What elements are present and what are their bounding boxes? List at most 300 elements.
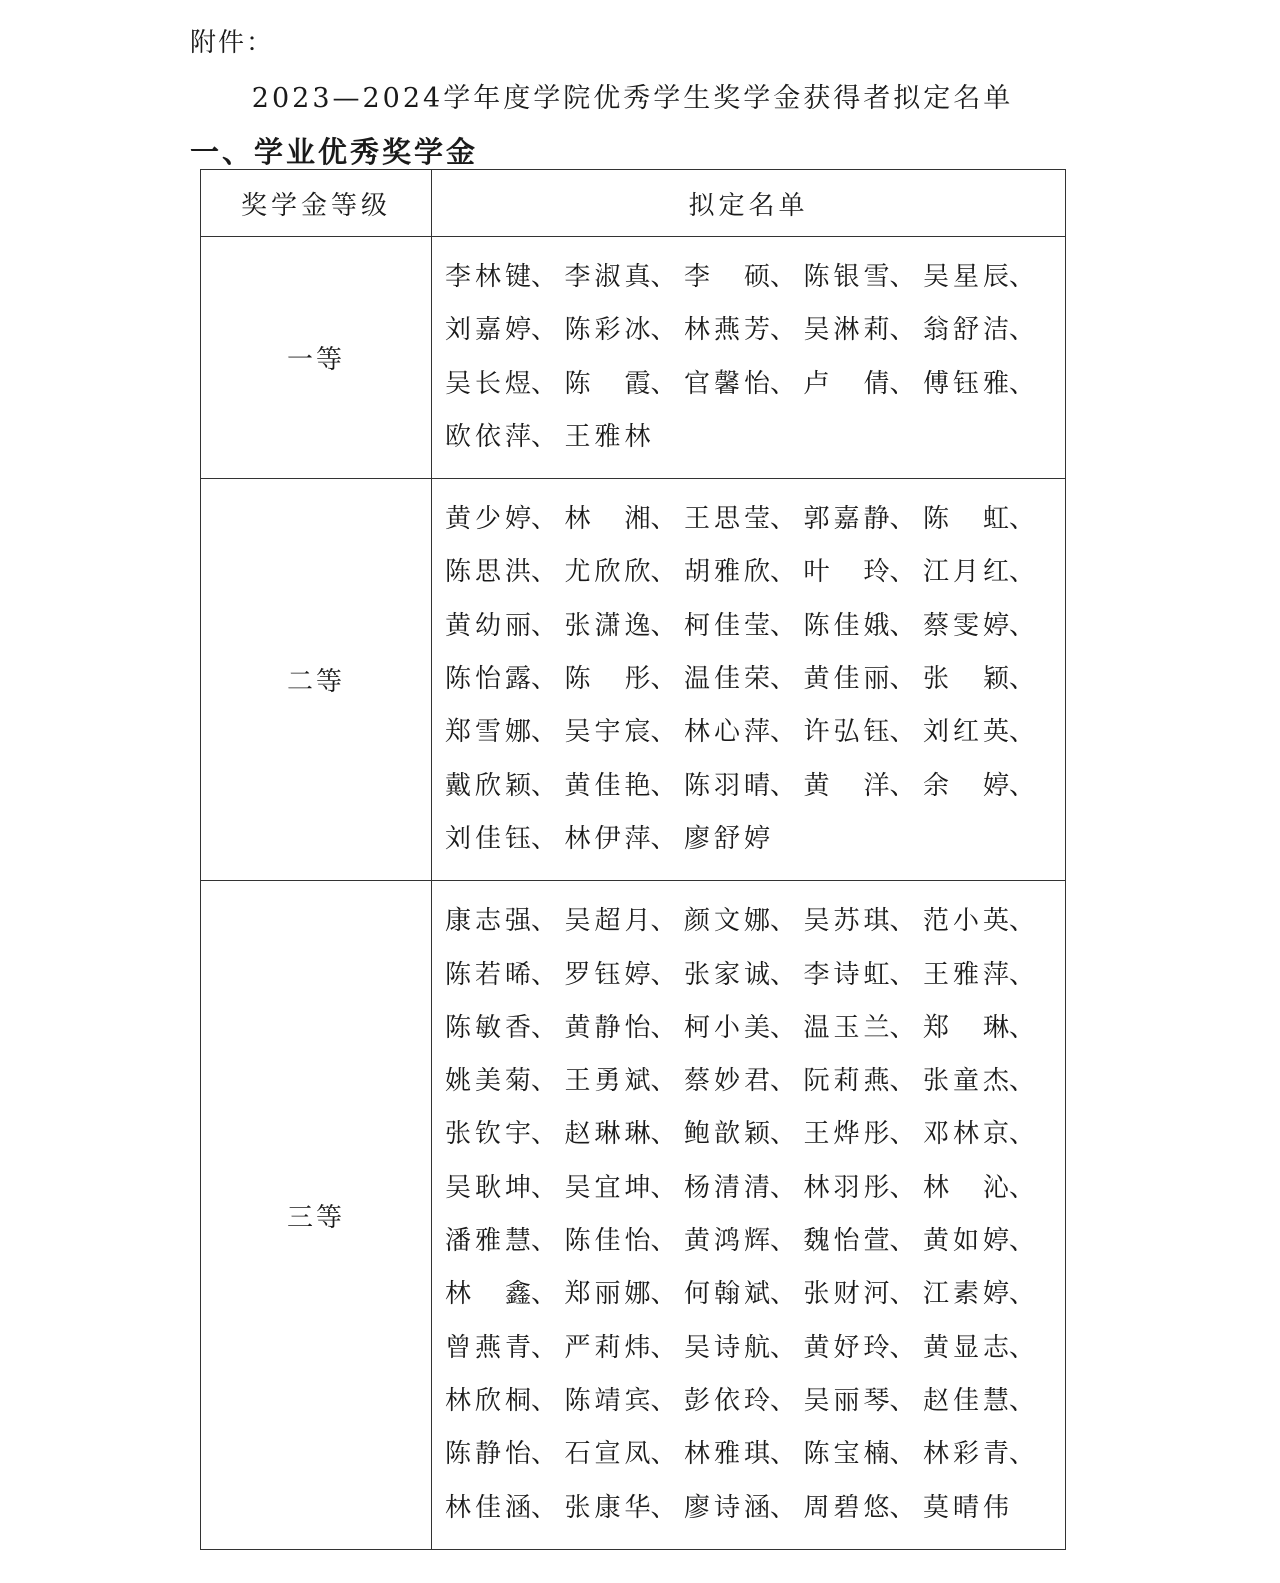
recipient-name bbox=[565, 949, 685, 1002]
recipient-name bbox=[684, 1215, 804, 1268]
recipient-name-text: 陈羽晴 bbox=[684, 770, 770, 801]
name-separator: 、 bbox=[1009, 906, 1036, 937]
recipient-name bbox=[565, 1482, 685, 1535]
recipient-name bbox=[565, 304, 685, 357]
recipient-name-text: 黄鸿辉 bbox=[684, 1226, 770, 1257]
recipient-name bbox=[445, 895, 565, 948]
recipient-name-text: 林雅琪 bbox=[684, 1439, 770, 1470]
name-separator: 、 bbox=[770, 1226, 797, 1257]
name-separator: 、 bbox=[770, 1279, 797, 1310]
name-separator: 、 bbox=[889, 1439, 916, 1470]
recipient-name bbox=[565, 1215, 685, 1268]
name-separator: 、 bbox=[650, 1119, 677, 1150]
recipient-name bbox=[684, 251, 804, 304]
recipient-name bbox=[565, 546, 685, 599]
name-separator: 、 bbox=[650, 262, 677, 292]
recipient-name bbox=[445, 760, 565, 813]
recipient-name-text: 陈 霞 bbox=[564, 368, 651, 399]
recipient-name-text: 陈彩冰 bbox=[564, 315, 651, 346]
recipient-name-text: 叶 玲 bbox=[803, 557, 890, 588]
name-separator: 、 bbox=[650, 557, 677, 588]
recipient-name-text: 张童杰 bbox=[923, 1066, 1009, 1097]
recipient-name-text: 石宣凤 bbox=[564, 1439, 651, 1470]
recipient-name-text: 陈若晞 bbox=[445, 959, 531, 990]
recipient-name-text: 吴淋莉 bbox=[803, 315, 890, 346]
name-separator: 、 bbox=[1009, 262, 1036, 292]
scholarship-table bbox=[200, 169, 1066, 1550]
attachment-label: 附件： bbox=[190, 28, 275, 58]
recipient-name bbox=[804, 1215, 924, 1268]
recipient-name-text: 黄静怡 bbox=[564, 1012, 651, 1043]
document-title: 2023—2024学年度学院优秀学生奖学金获得者拟定名单 bbox=[251, 83, 1014, 114]
name-separator: 、 bbox=[889, 315, 916, 346]
name-separator: 、 bbox=[889, 1385, 916, 1416]
recipient-name bbox=[445, 1055, 565, 1108]
recipient-name bbox=[565, 1002, 685, 1055]
recipient-name bbox=[923, 760, 1043, 813]
recipient-name-text: 尤欣欣 bbox=[564, 557, 651, 588]
recipient-name bbox=[804, 949, 924, 1002]
section-heading: 一、学业优秀奖学金 bbox=[190, 135, 479, 169]
recipient-name bbox=[445, 949, 565, 1002]
recipient-name bbox=[804, 1268, 924, 1321]
name-separator: 、 bbox=[770, 610, 797, 641]
recipient-name-text: 王勇斌 bbox=[564, 1066, 651, 1097]
recipient-name-text: 余 婷 bbox=[923, 770, 1009, 801]
recipient-name-text: 郭嘉静 bbox=[803, 504, 890, 535]
recipient-name-text: 曾燕青 bbox=[445, 1332, 531, 1363]
name-separator: 、 bbox=[770, 1385, 797, 1416]
recipient-name-text: 林 鑫 bbox=[445, 1279, 531, 1310]
name-separator: 、 bbox=[531, 906, 558, 937]
recipient-name-text: 严莉炜 bbox=[564, 1332, 651, 1363]
name-separator: 、 bbox=[1009, 1172, 1036, 1203]
name-separator: 、 bbox=[531, 1492, 558, 1523]
recipient-name bbox=[565, 1055, 685, 1108]
recipient-name-text: 黄显志 bbox=[923, 1332, 1009, 1363]
name-separator: 、 bbox=[531, 717, 558, 748]
recipient-name-text: 莫晴伟 bbox=[923, 1492, 1009, 1523]
recipient-name-text: 李林键 bbox=[445, 262, 531, 292]
recipient-name-text: 黄妤玲 bbox=[803, 1332, 890, 1363]
name-separator: 、 bbox=[770, 368, 797, 399]
recipient-name bbox=[804, 304, 924, 357]
recipient-name-text: 鲍歆颖 bbox=[684, 1119, 770, 1150]
recipient-name-text: 吴星辰 bbox=[923, 262, 1009, 292]
name-separator: 、 bbox=[1009, 770, 1036, 801]
name-separator: 、 bbox=[770, 1119, 797, 1150]
recipient-name bbox=[804, 1428, 924, 1481]
recipient-name-text: 王雅林 bbox=[564, 421, 651, 452]
recipient-name bbox=[923, 1322, 1043, 1375]
name-separator: 、 bbox=[770, 664, 797, 695]
recipient-name-text: 黄幼丽 bbox=[445, 610, 531, 641]
recipient-name-text: 王烨彤 bbox=[803, 1119, 890, 1150]
name-separator: 、 bbox=[650, 1385, 677, 1416]
recipient-name bbox=[804, 1002, 924, 1055]
name-separator: 、 bbox=[889, 557, 916, 588]
recipient-name bbox=[804, 1162, 924, 1215]
recipient-name-text: 吴耿坤 bbox=[445, 1172, 531, 1203]
recipient-name bbox=[804, 493, 924, 546]
recipient-name bbox=[565, 1428, 685, 1481]
name-separator: 、 bbox=[889, 504, 916, 535]
recipient-name bbox=[684, 1322, 804, 1375]
recipient-name-text: 林伊萍 bbox=[564, 823, 651, 854]
name-separator: 、 bbox=[1009, 504, 1036, 535]
name-separator: 、 bbox=[889, 1119, 916, 1150]
name-separator: 、 bbox=[889, 1172, 916, 1203]
recipient-list bbox=[432, 479, 1066, 881]
recipient-name bbox=[445, 1428, 565, 1481]
name-separator: 、 bbox=[650, 770, 677, 801]
name-separator: 、 bbox=[1009, 1385, 1036, 1416]
recipient-name bbox=[804, 251, 924, 304]
recipient-name-text: 翁舒洁 bbox=[923, 315, 1009, 346]
recipient-name bbox=[684, 1162, 804, 1215]
name-separator: 、 bbox=[1009, 1226, 1036, 1257]
recipient-name-text: 刘红英 bbox=[923, 717, 1009, 748]
name-separator: 、 bbox=[650, 1332, 677, 1363]
name-separator: 、 bbox=[531, 770, 558, 801]
recipient-name-text: 黄少婷 bbox=[445, 504, 531, 535]
table-row-second bbox=[201, 479, 1066, 881]
recipient-name-text: 林燕芳 bbox=[684, 315, 770, 346]
name-separator: 、 bbox=[1009, 1332, 1036, 1363]
recipient-name bbox=[804, 1482, 924, 1535]
name-separator: 、 bbox=[531, 1012, 558, 1043]
recipient-name bbox=[565, 600, 685, 653]
recipient-name-text: 姚美菊 bbox=[445, 1066, 531, 1097]
recipient-name bbox=[565, 706, 685, 759]
recipient-name bbox=[445, 1215, 565, 1268]
recipient-name-text: 廖诗涵 bbox=[684, 1492, 770, 1523]
recipient-name bbox=[445, 653, 565, 706]
recipient-name bbox=[923, 1055, 1043, 1108]
name-separator: 、 bbox=[770, 504, 797, 535]
recipient-name-text: 张家诚 bbox=[684, 959, 770, 990]
recipient-name bbox=[923, 895, 1043, 948]
name-separator: 、 bbox=[531, 1332, 558, 1363]
recipient-name bbox=[923, 1375, 1043, 1428]
name-separator: 、 bbox=[650, 315, 677, 346]
recipient-name-text: 许弘钰 bbox=[803, 717, 890, 748]
recipient-name bbox=[684, 813, 804, 866]
recipient-name bbox=[565, 1108, 685, 1161]
table-row-third bbox=[201, 881, 1066, 1550]
recipient-name-text: 郑 琳 bbox=[923, 1012, 1009, 1043]
recipient-name bbox=[445, 706, 565, 759]
recipient-name bbox=[684, 653, 804, 706]
recipient-name-text: 陈靖宾 bbox=[564, 1385, 651, 1416]
recipient-name-text: 江素婷 bbox=[923, 1279, 1009, 1310]
recipient-name bbox=[804, 1375, 924, 1428]
recipient-name-text: 柯小美 bbox=[684, 1012, 770, 1043]
scholarship-level: 一等 bbox=[201, 237, 432, 479]
name-separator: 、 bbox=[650, 906, 677, 937]
recipient-name bbox=[445, 493, 565, 546]
recipient-name bbox=[684, 1108, 804, 1161]
recipient-name-text: 阮莉燕 bbox=[803, 1066, 890, 1097]
recipient-name bbox=[684, 1428, 804, 1481]
name-separator: 、 bbox=[650, 1226, 677, 1257]
name-separator: 、 bbox=[770, 1066, 797, 1097]
recipient-name bbox=[565, 1268, 685, 1321]
name-separator: 、 bbox=[770, 906, 797, 937]
recipient-name bbox=[565, 895, 685, 948]
recipient-name bbox=[804, 358, 924, 411]
recipient-name bbox=[684, 1268, 804, 1321]
recipient-name bbox=[445, 600, 565, 653]
name-separator: 、 bbox=[889, 1279, 916, 1310]
recipient-name bbox=[923, 1428, 1043, 1481]
recipient-name-text: 林羽彤 bbox=[803, 1172, 890, 1203]
name-separator: 、 bbox=[1009, 557, 1036, 588]
recipient-name-text: 吴宇宸 bbox=[564, 717, 651, 748]
recipient-name-text: 邓林京 bbox=[923, 1119, 1009, 1150]
name-separator: 、 bbox=[1009, 1279, 1036, 1310]
name-separator: 、 bbox=[1009, 1119, 1036, 1150]
recipient-name bbox=[445, 411, 565, 464]
name-separator: 、 bbox=[650, 717, 677, 748]
recipient-name-text: 陈佳怡 bbox=[564, 1226, 651, 1257]
recipient-name-text: 张 颖 bbox=[923, 664, 1009, 695]
scholarship-level: 二等 bbox=[201, 479, 432, 881]
recipient-name bbox=[565, 251, 685, 304]
name-separator: 、 bbox=[770, 557, 797, 588]
recipient-name-text: 吴长煜 bbox=[445, 368, 531, 399]
recipient-name-text: 陈敏香 bbox=[445, 1012, 531, 1043]
recipient-name bbox=[923, 706, 1043, 759]
recipient-name bbox=[923, 1268, 1043, 1321]
name-separator: 、 bbox=[650, 1439, 677, 1470]
recipient-name bbox=[445, 1108, 565, 1161]
name-separator: 、 bbox=[1009, 610, 1036, 641]
recipient-name bbox=[445, 1482, 565, 1535]
recipient-name-text: 柯佳莹 bbox=[684, 610, 770, 641]
recipient-name-text: 黄佳丽 bbox=[803, 664, 890, 695]
recipient-name-text: 彭依玲 bbox=[684, 1385, 770, 1416]
recipient-name-text: 廖舒婷 bbox=[684, 823, 770, 854]
recipient-name bbox=[923, 949, 1043, 1002]
name-separator: 、 bbox=[889, 770, 916, 801]
name-separator: 、 bbox=[1009, 959, 1036, 990]
header-names: 拟定名单 bbox=[432, 170, 1066, 237]
recipient-name-text: 欧依萍 bbox=[445, 421, 531, 452]
recipient-name-text: 吴丽琴 bbox=[803, 1385, 890, 1416]
recipient-name bbox=[565, 1162, 685, 1215]
recipient-name-text: 官馨怡 bbox=[684, 368, 770, 399]
name-separator: 、 bbox=[770, 262, 797, 292]
recipient-name bbox=[804, 706, 924, 759]
recipient-name-text: 林心萍 bbox=[684, 717, 770, 748]
name-separator: 、 bbox=[531, 557, 558, 588]
recipient-name-text: 蔡妙君 bbox=[684, 1066, 770, 1097]
recipient-name-text: 林佳涵 bbox=[445, 1492, 531, 1523]
recipient-name bbox=[684, 304, 804, 357]
recipient-name bbox=[923, 1108, 1043, 1161]
name-separator: 、 bbox=[1009, 315, 1036, 346]
recipient-name bbox=[565, 1322, 685, 1375]
recipient-name-text: 林 湘 bbox=[564, 504, 651, 535]
recipient-name-text: 黄如婷 bbox=[923, 1226, 1009, 1257]
recipient-name bbox=[804, 546, 924, 599]
recipient-name-text: 何翰斌 bbox=[684, 1279, 770, 1310]
recipient-name bbox=[684, 706, 804, 759]
recipient-name bbox=[565, 813, 685, 866]
recipient-name-text: 吴诗航 bbox=[684, 1332, 770, 1363]
recipient-name bbox=[923, 600, 1043, 653]
recipient-name-text: 江月红 bbox=[923, 557, 1009, 588]
recipient-name bbox=[684, 1375, 804, 1428]
recipient-name-text: 赵佳慧 bbox=[923, 1385, 1009, 1416]
recipient-name-text: 陈 虹 bbox=[923, 504, 1009, 535]
name-separator: 、 bbox=[770, 770, 797, 801]
name-separator: 、 bbox=[531, 1172, 558, 1203]
recipient-name-text: 王雅萍 bbox=[923, 959, 1009, 990]
name-separator: 、 bbox=[1009, 1012, 1036, 1043]
recipient-name-text: 张潇逸 bbox=[564, 610, 651, 641]
name-separator: 、 bbox=[1009, 1439, 1036, 1470]
recipient-name bbox=[684, 1055, 804, 1108]
recipient-name-text: 陈思洪 bbox=[445, 557, 531, 588]
name-separator: 、 bbox=[531, 959, 558, 990]
recipient-name-text: 温玉兰 bbox=[803, 1012, 890, 1043]
name-separator: 、 bbox=[531, 504, 558, 535]
recipient-name bbox=[804, 895, 924, 948]
recipient-name bbox=[804, 1055, 924, 1108]
name-separator: 、 bbox=[889, 959, 916, 990]
recipient-name-text: 张康华 bbox=[564, 1492, 651, 1523]
recipient-name bbox=[804, 1108, 924, 1161]
recipient-name bbox=[445, 1322, 565, 1375]
recipient-name-text: 蔡雯婷 bbox=[923, 610, 1009, 641]
recipient-name-text: 张钦宇 bbox=[445, 1119, 531, 1150]
recipient-name-text: 李 硕 bbox=[684, 262, 770, 292]
recipient-name bbox=[445, 304, 565, 357]
name-separator: 、 bbox=[889, 610, 916, 641]
recipient-name-text: 王思莹 bbox=[684, 504, 770, 535]
table-header-row bbox=[201, 170, 1066, 237]
name-separator: 、 bbox=[650, 664, 677, 695]
recipient-name-text: 范小英 bbox=[923, 906, 1009, 937]
recipient-name-text: 陈银雪 bbox=[803, 262, 890, 292]
recipient-name bbox=[804, 760, 924, 813]
name-separator: 、 bbox=[770, 315, 797, 346]
recipient-name bbox=[445, 813, 565, 866]
name-separator: 、 bbox=[531, 1119, 558, 1150]
recipient-name bbox=[923, 1162, 1043, 1215]
recipient-name bbox=[923, 493, 1043, 546]
name-separator: 、 bbox=[531, 315, 558, 346]
name-separator: 、 bbox=[1009, 1066, 1036, 1097]
recipient-name bbox=[445, 1002, 565, 1055]
name-separator: 、 bbox=[770, 1439, 797, 1470]
recipient-name bbox=[923, 1002, 1043, 1055]
name-separator: 、 bbox=[889, 717, 916, 748]
recipient-name bbox=[684, 600, 804, 653]
recipient-name bbox=[804, 1322, 924, 1375]
recipient-name bbox=[565, 411, 685, 464]
name-separator: 、 bbox=[1009, 717, 1036, 748]
name-separator: 、 bbox=[531, 262, 558, 292]
name-separator: 、 bbox=[770, 1332, 797, 1363]
name-separator: 、 bbox=[650, 1279, 677, 1310]
name-separator: 、 bbox=[531, 421, 558, 452]
name-separator: 、 bbox=[531, 823, 558, 854]
recipient-name bbox=[923, 251, 1043, 304]
name-separator: 、 bbox=[1009, 664, 1036, 695]
name-separator: 、 bbox=[889, 1332, 916, 1363]
recipient-name-text: 康志强 bbox=[445, 906, 531, 937]
recipient-name-text: 林 沁 bbox=[923, 1172, 1009, 1203]
name-separator: 、 bbox=[889, 664, 916, 695]
recipient-name bbox=[565, 1375, 685, 1428]
recipient-name-text: 吴宜坤 bbox=[564, 1172, 651, 1203]
name-separator: 、 bbox=[531, 1226, 558, 1257]
recipient-name bbox=[445, 358, 565, 411]
recipient-name bbox=[684, 895, 804, 948]
name-separator: 、 bbox=[770, 1012, 797, 1043]
recipient-name bbox=[565, 493, 685, 546]
name-separator: 、 bbox=[650, 959, 677, 990]
name-separator: 、 bbox=[531, 610, 558, 641]
name-separator: 、 bbox=[889, 368, 916, 399]
recipient-name-text: 罗钰婷 bbox=[564, 959, 651, 990]
name-separator: 、 bbox=[531, 1439, 558, 1470]
name-separator: 、 bbox=[889, 906, 916, 937]
recipient-name-text: 黄佳艳 bbox=[564, 770, 651, 801]
scholarship-level: 三等 bbox=[201, 881, 432, 1550]
recipient-name-text: 张财河 bbox=[803, 1279, 890, 1310]
recipient-name-text: 陈静怡 bbox=[445, 1439, 531, 1470]
recipient-name-text: 李淑真 bbox=[564, 262, 651, 292]
recipient-name bbox=[923, 1215, 1043, 1268]
recipient-name bbox=[804, 600, 924, 653]
name-separator: 、 bbox=[770, 1172, 797, 1203]
name-separator: 、 bbox=[650, 1012, 677, 1043]
name-separator: 、 bbox=[770, 717, 797, 748]
name-separator: 、 bbox=[650, 1492, 677, 1523]
recipient-name-text: 胡雅欣 bbox=[684, 557, 770, 588]
name-separator: 、 bbox=[889, 1492, 916, 1523]
recipient-name bbox=[923, 546, 1043, 599]
recipient-name bbox=[684, 1002, 804, 1055]
recipient-name bbox=[445, 251, 565, 304]
recipient-name-text: 郑丽娜 bbox=[564, 1279, 651, 1310]
name-separator: 、 bbox=[889, 1012, 916, 1043]
name-separator: 、 bbox=[531, 1385, 558, 1416]
name-separator: 、 bbox=[889, 1066, 916, 1097]
recipient-name bbox=[923, 653, 1043, 706]
recipient-name-text: 魏怡萱 bbox=[803, 1226, 890, 1257]
recipient-name bbox=[804, 653, 924, 706]
recipient-name bbox=[923, 304, 1043, 357]
name-separator: 、 bbox=[650, 1172, 677, 1203]
recipient-name-text: 吴超月 bbox=[564, 906, 651, 937]
recipient-name bbox=[684, 546, 804, 599]
name-separator: 、 bbox=[531, 664, 558, 695]
recipient-name-text: 潘雅慧 bbox=[445, 1226, 531, 1257]
name-separator: 、 bbox=[770, 959, 797, 990]
recipient-name-text: 陈佳娥 bbox=[803, 610, 890, 641]
header-level: 奖学金等级 bbox=[201, 170, 432, 237]
recipient-name bbox=[445, 1375, 565, 1428]
recipient-name bbox=[445, 546, 565, 599]
recipient-name-text: 颜文娜 bbox=[684, 906, 770, 937]
recipient-name-text: 温佳荣 bbox=[684, 664, 770, 695]
recipient-name-text: 陈宝楠 bbox=[803, 1439, 890, 1470]
